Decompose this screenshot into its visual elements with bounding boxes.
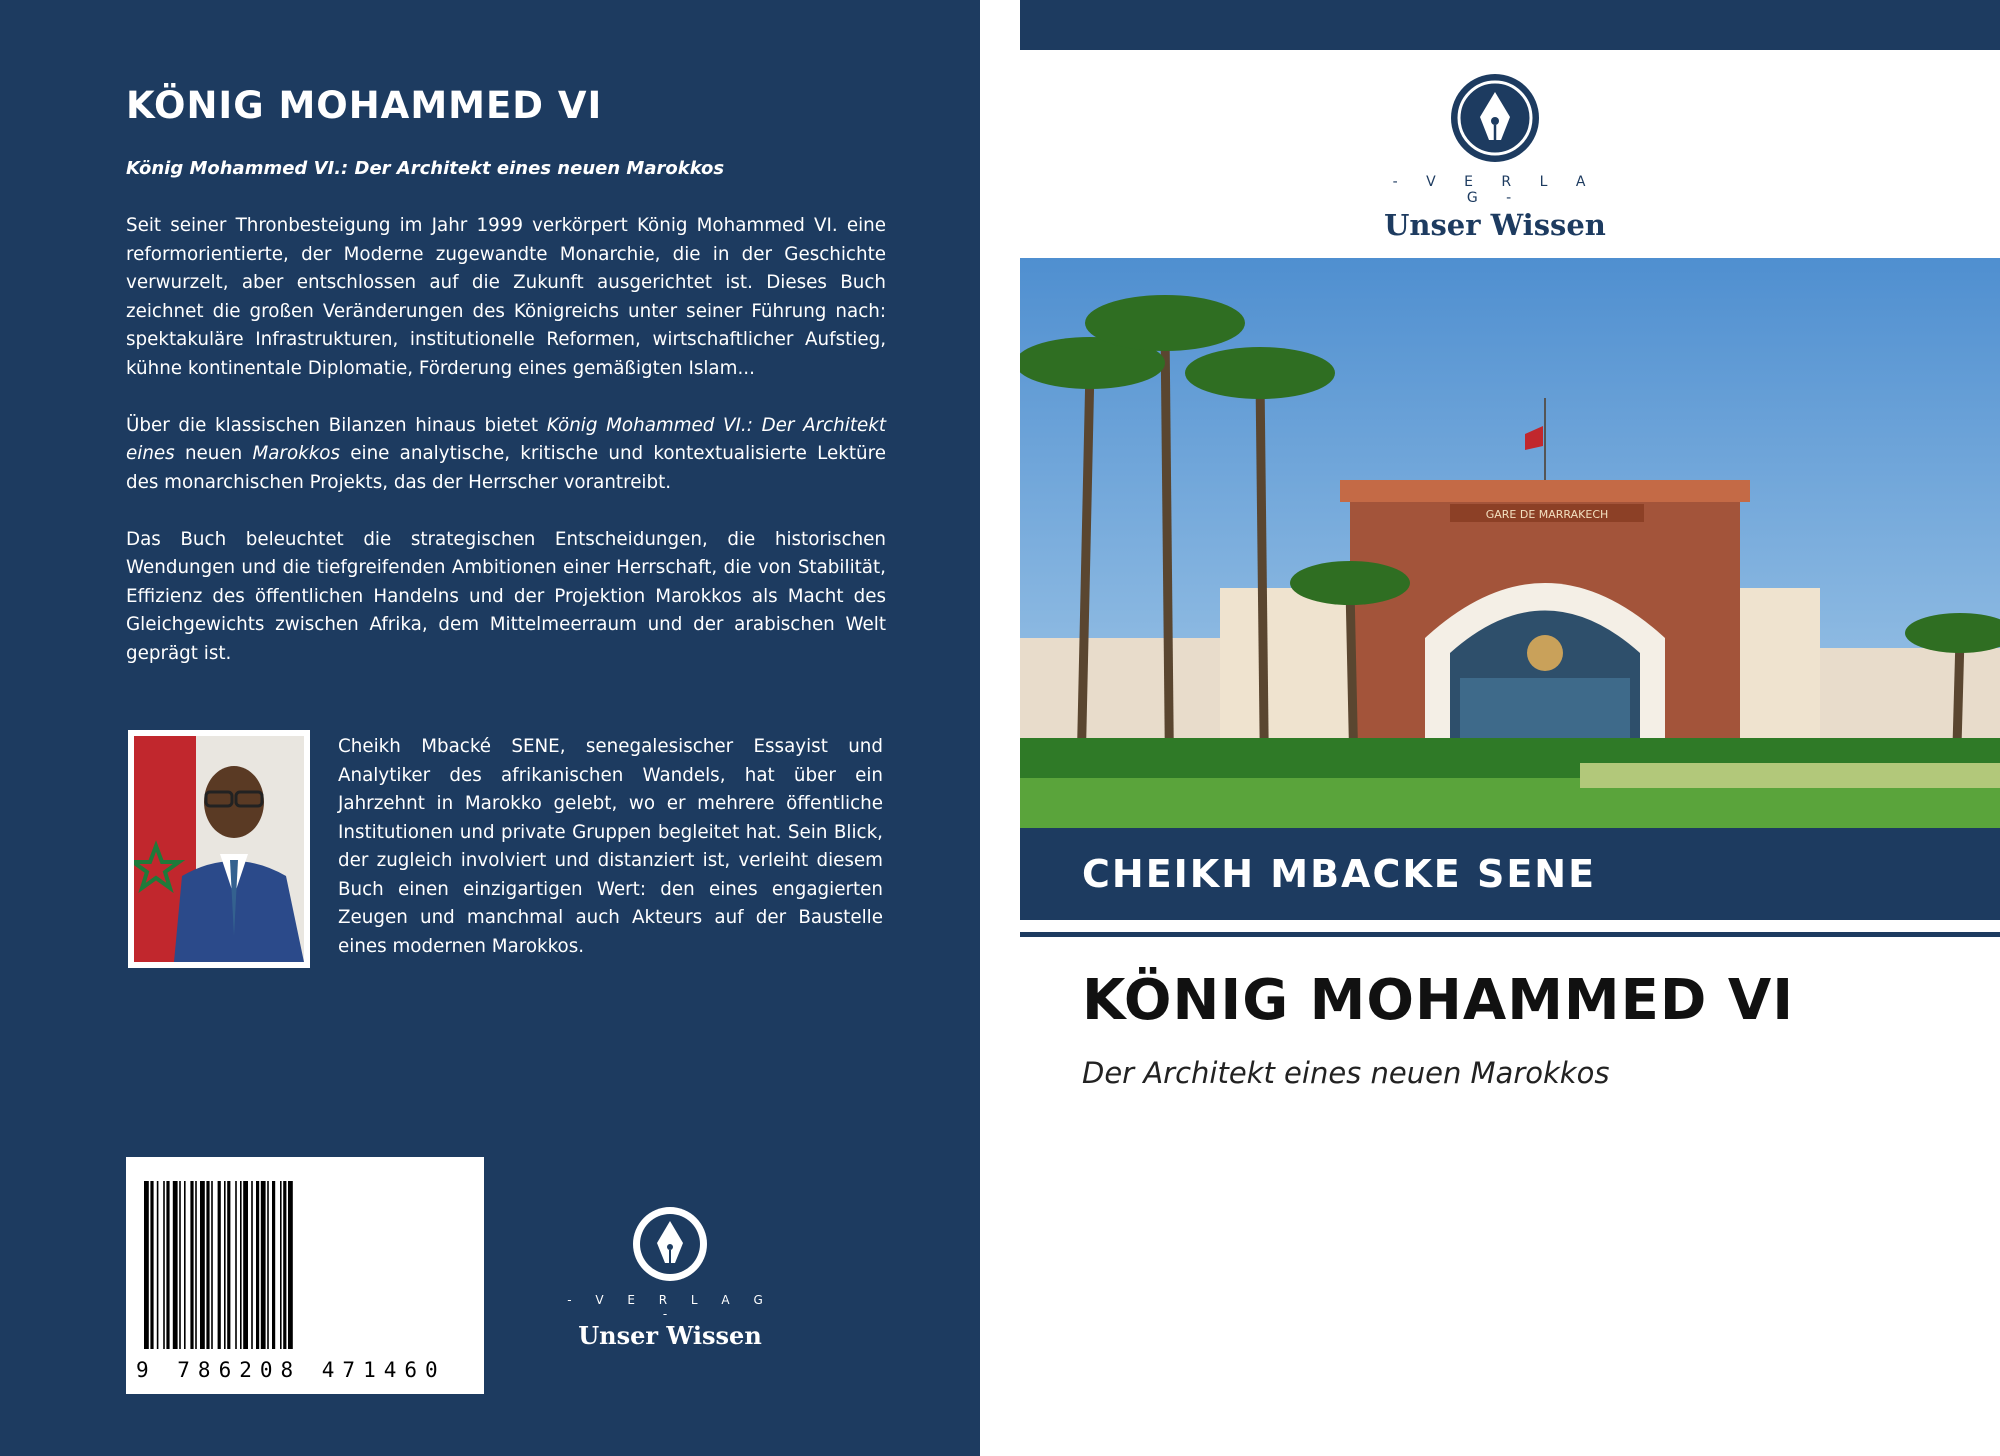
- author-bio: Cheikh Mbacké SENE, senegalesischer Essayist und Analytiker des afrikanischen Wandels, hat über ein Jahrzehnt in Marokko gelebt, wo er mehrere öffentliche Institutionen und private Gruppen begleitet hat. Sein Blick, der zugleich involviert und distanziert ist, verleiht diesem Buch einen einzigartigen Wert: den eines engagierten Zeugen und manchmal auch Akteurs auf der Baustelle eines modernen Marokkos.: [338, 736, 883, 957]
- barcode-bar: [184, 1181, 186, 1349]
- front-cover-title: KÖNIG MOHAMMED VI: [1082, 968, 1795, 1033]
- front-author-name: CHEIKH MBACKE SENE: [1082, 852, 1597, 896]
- barcode-bar: [163, 1181, 165, 1349]
- barcode-bar: [173, 1181, 178, 1349]
- pen-nib-logo-icon: [631, 1205, 709, 1283]
- publisher-name: Unser Wissen: [578, 1321, 762, 1350]
- barcode-bar: [256, 1181, 259, 1349]
- blurb-text: Über die klassischen Bilanzen hinaus bietet: [126, 414, 547, 436]
- back-cover-blurb: [126, 212, 886, 697]
- cover-photo-marrakech-station: [1020, 258, 2000, 828]
- blurb-italic-title: König Mohammed VI.: Der Architekt eines: [126, 414, 886, 464]
- isbn-number: 9 786208 471460: [136, 1358, 446, 1382]
- barcode-bar: [218, 1181, 221, 1349]
- barcode-bar: [280, 1181, 282, 1349]
- barcode-bar: [157, 1181, 159, 1349]
- back-cover: [0, 0, 980, 1456]
- barcode-bar: [243, 1181, 248, 1349]
- barcode-bar: [211, 1181, 213, 1349]
- barcode-bar: [240, 1181, 242, 1349]
- blurb-paragraph-1: Seit seiner Thronbesteigung im Jahr 1999 verkörpert König Mohammed VI. eine reformorientierte, der Moderne zugewandte Monarchie, die in der Geschichte verwurzelt, aber entschlossen auf die Zukunft ausgerichtet ist. Dieses Buch zeichnet die großen Veränderungen des Königreichs unter seiner Führung nach: spektakuläre Infrastrukturen, institutionelle Reformen, wirtschaftlicher Aufstieg, kühne kontinentale Diplomatie, Förderung eines gemäßigten Islam...: [126, 215, 886, 379]
- barcode-bar: [200, 1181, 205, 1349]
- author-band: [1020, 828, 2000, 920]
- barcode-bar: [166, 1181, 169, 1349]
- front-top-bar: [1020, 0, 2000, 50]
- barcode-bar: [267, 1181, 269, 1349]
- barcode-bars: [144, 1181, 466, 1349]
- barcode-bar: [190, 1181, 193, 1349]
- barcode-bar: [227, 1181, 230, 1349]
- barcode-bar: [235, 1181, 237, 1349]
- barcode-bar: [150, 1181, 153, 1349]
- author-photo: [128, 730, 310, 968]
- barcode-bar: [224, 1181, 226, 1349]
- blurb-paragraph-3: Das Buch beleuchtet die strategischen Entscheidungen, die historischen Wendungen und die tiefgreifenden Ambitionen einer Herrschaft, die von Stabilität, Effizienz des öffentlichen Handelns und der Projektion Marokkos als Macht des Gleichgewichts zwischen Afrika, dem Mittelmeerraum und der arabischen Welt geprägt ist.: [126, 528, 886, 664]
- blurb-paragraph-2: [126, 412, 886, 498]
- barcode-bar: [288, 1181, 293, 1349]
- verlag-label: - V E R L A G -: [567, 1293, 773, 1321]
- photo-station-sign: GARE DE MARRAKECH: [1485, 508, 1609, 521]
- blurb-text: neuen: [174, 443, 253, 464]
- publisher-name: Unser Wissen: [1384, 208, 1606, 242]
- barcode-bar: [195, 1181, 197, 1349]
- barcode-bar: [272, 1181, 275, 1349]
- isbn-barcode: [126, 1157, 484, 1394]
- back-cover-subtitle: König Mohammed VI.: Der Architekt eines neuen Marokkos: [126, 158, 725, 179]
- divider: [1020, 932, 2000, 937]
- barcode-bar: [283, 1181, 286, 1349]
- verlag-label: - V E R L A G -: [1392, 174, 1598, 206]
- back-cover-title: KÖNIG MOHAMMED VI: [126, 84, 603, 127]
- barcode-bar: [179, 1181, 181, 1349]
- pen-nib-logo-icon: [1449, 72, 1541, 164]
- front-publisher-logo: [1375, 72, 1615, 242]
- front-cover: [1020, 0, 2000, 1456]
- barcode-bar: [144, 1181, 149, 1349]
- front-cover-subtitle: Der Architekt eines neuen Marokkos: [1082, 1056, 1610, 1090]
- back-publisher-logo: [560, 1205, 780, 1350]
- blurb-italic-title: Marokkos: [252, 443, 341, 464]
- blurb-text: eine analytische, kritische und kontextualisierte Lektüre des monarchischen Projekts, das der Herrscher vorantreibt.: [126, 443, 886, 493]
- barcode-bar: [261, 1181, 266, 1349]
- barcode-bar: [251, 1181, 253, 1349]
- barcode-bar: [206, 1181, 209, 1349]
